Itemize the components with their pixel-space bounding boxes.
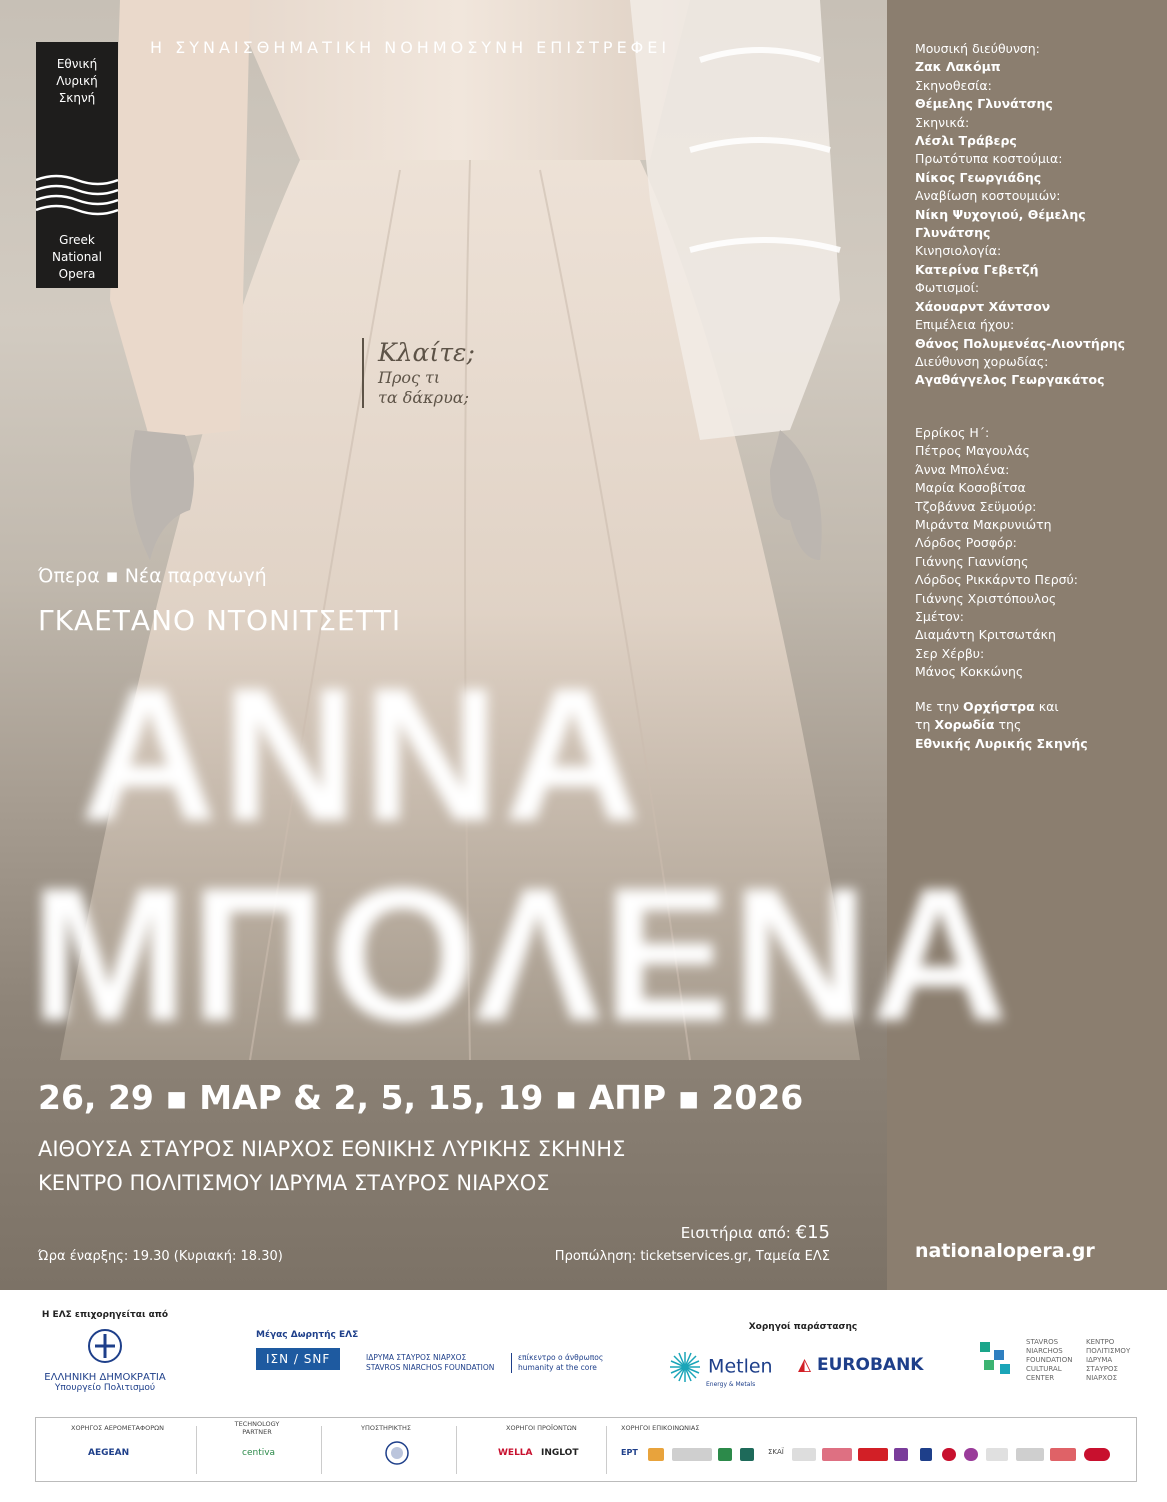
media-logo-icon	[942, 1448, 956, 1461]
credit-role: Κινησιολογία:	[915, 243, 1002, 259]
credit-name: Χάουαρντ Χάντσον	[915, 298, 1051, 314]
snf-motto-greek: επίκεντρο ο άνθρωπος	[518, 1353, 604, 1362]
logo-line: Λυρική	[56, 74, 98, 88]
divider	[606, 1426, 607, 1474]
media-logo-icon	[672, 1448, 712, 1461]
sponsor-caption: Η ΕΛΣ επιχορηγείται από	[41, 1310, 169, 1320]
sponsor-caption: ΥΠΟΣΤΗΡΙΚΤΗΣ	[361, 1424, 412, 1432]
media-logo-icon	[718, 1448, 732, 1461]
divider	[321, 1426, 322, 1474]
eurobank-name: EUROBANK	[817, 1355, 924, 1375]
logo-greek-text	[36, 56, 118, 107]
metlen-name: Metlen	[708, 1355, 773, 1378]
orchestra-text: τη	[915, 717, 931, 733]
snfcc-line: ΠΟΛΙΤΙΣΜΟΥ	[1086, 1347, 1131, 1355]
snfcc-line: FOUNDATION	[1026, 1356, 1073, 1364]
logo-english-text	[36, 232, 118, 283]
sponsor-caption: ΧΟΡΗΓΟΣ ΑΕΡΟΜΕΤΑΦΟΡΩΝ	[71, 1424, 164, 1432]
media-logo-icon	[1084, 1448, 1110, 1461]
media-logo-icon	[1016, 1448, 1044, 1461]
credit-role: Λόρδος Ροσφόρ:	[915, 535, 1017, 551]
quote-line: Κλαίτε;	[378, 338, 475, 367]
media-logo-icon	[920, 1448, 932, 1461]
sponsor-caption: ΧΟΡΗΓΟΙ ΠΡΟΪΟΝΤΩΝ	[506, 1424, 577, 1432]
media-logo-icon	[858, 1448, 888, 1461]
metlen-subtitle: Energy & Metals	[706, 1381, 756, 1388]
logo-line: National	[51, 250, 102, 264]
snf-names	[366, 1353, 494, 1373]
credit-role: Άννα Μπολένα:	[915, 461, 1010, 477]
orchestra-text: Ορχήστρα	[962, 699, 1035, 714]
credit-role: Σκηνοθεσία:	[915, 77, 992, 93]
credit-role: Ερρίκος Η΄:	[915, 425, 990, 440]
media-logo-icon	[964, 1448, 978, 1461]
media-logo-icon	[648, 1448, 664, 1461]
orchestra-text: και	[1038, 699, 1059, 714]
venue-line-2: ΚΕΝΤΡΟ ΠΟΛΙΤΙΣΜΟΥ ΙΔΡΥΜΑ ΣΤΑΥΡΟΣ ΝΙΑΡΧΟΣ	[38, 1171, 550, 1195]
credit-role: Σερ Χέρβυ:	[915, 645, 985, 661]
inglot-logo: INGLOT	[541, 1448, 579, 1458]
credit-name: Νίκος Γεωργιάδης	[915, 169, 1042, 185]
centiva-logo: centiva	[242, 1448, 276, 1458]
credit-name: Ζακ Λακόμπ	[915, 59, 1001, 75]
credit-role: Επιμέλεια ήχου:	[915, 317, 1015, 333]
media-logo-icon	[740, 1448, 754, 1461]
snf-donor	[256, 1330, 604, 1372]
snf-motto	[511, 1353, 603, 1373]
supporter-badge-icon	[384, 1440, 410, 1466]
skai-logo: ΣΚΑΪ	[768, 1448, 784, 1456]
credit-name: Πέτρος Μαγουλάς	[915, 443, 1030, 459]
orchestra-credit	[915, 698, 1155, 753]
website-link[interactable]: nationalopera.gr	[915, 1240, 1095, 1262]
credit-role: Διεύθυνση χορωδίας:	[915, 353, 1049, 369]
snfcc-line: ΣΤΑΥΡΟΣ	[1086, 1365, 1118, 1373]
media-logo-icon	[1050, 1448, 1076, 1461]
sponsor-caption: ΧΟΡΗΓΟΙ ΕΠΙΚΟΙΝΩΝΙΑΣ	[621, 1424, 700, 1432]
orchestra-text: Με την	[915, 699, 959, 714]
government-sponsor	[35, 1310, 175, 1393]
logo-line: Opera	[58, 267, 96, 281]
greek-national-opera-logo	[36, 42, 118, 288]
title-line-2: ΜΠΟΛΕΝΑ	[30, 849, 1011, 1061]
creative-team-list	[915, 40, 1155, 390]
sponsor-caption: Χορηγοί παράστασης	[748, 1322, 858, 1332]
snfcc-greek	[1086, 1338, 1130, 1383]
credit-role: Τζοβάννα Σεϋμούρ:	[915, 498, 1037, 514]
credit-name: Θέμελης Γλυνάτσης	[915, 96, 1053, 112]
logo-line: Greek	[59, 233, 95, 247]
greek-coat-of-arms-icon	[87, 1328, 123, 1364]
credit-name: Διαμάντη Κριτσωτάκη	[915, 627, 1056, 643]
snfcc-line: ΙΔΡΥΜΑ	[1086, 1356, 1113, 1364]
eurobank-logo	[798, 1355, 923, 1375]
media-logo-icon	[986, 1448, 1008, 1461]
credit-name: Μάνος Κοκκώνης	[915, 664, 1024, 680]
waves-icon	[36, 172, 118, 222]
metlen-logo	[668, 1350, 773, 1388]
quote-line: τα δάκρυα;	[378, 388, 469, 407]
snfcc-line: NIARCHOS	[1026, 1347, 1063, 1355]
credit-name: Μιράντα Μακρυνιώτη	[915, 517, 1052, 533]
composer-name: ΓΚΑΕΤΑΝΟ ΝΤΟΝΙΤΣΕΤΤΙ	[38, 604, 402, 637]
secondary-sponsors-box	[35, 1417, 1137, 1482]
divider	[196, 1426, 197, 1474]
credit-role: Λόρδος Ρικκάρντο Περσύ:	[915, 572, 1079, 588]
logo-line: Σκηνή	[58, 91, 96, 105]
credit-name: Κατερίνα Γεβετζή	[915, 261, 1039, 277]
credit-role: Αναβίωση κοστουμιών:	[915, 188, 1061, 204]
media-logo-icon	[792, 1448, 816, 1461]
tagline: Η ΣΥΝΑΙΣΘΗΜΑΤΙΚΗ ΝΟΗΜΟΣΥΝΗ ΕΠΙΣΤΡΕΦΕΙ	[150, 38, 671, 57]
credit-role: Μουσική διεύθυνση:	[915, 41, 1040, 56]
sponsors-area	[0, 1290, 1167, 1502]
logo-line: Εθνική	[56, 57, 98, 71]
credit-name: Νίκη Ψυχογιού, Θέμελης Γλυνάτσης	[915, 206, 1086, 241]
credit-name: Γιάννης Χριστόπουλος	[915, 590, 1057, 606]
snfcc-mark-icon	[976, 1338, 1016, 1378]
credit-name: Γιάννης Γιαννίσης	[915, 553, 1029, 569]
orchestra-text: της	[998, 717, 1022, 733]
start-time: Ώρα έναρξης: 19.30 (Κυριακή: 18.30)	[38, 1249, 283, 1264]
sponsor-name: ΕΛΛΗΝΙΚΗ ΔΗΜΟΚΡΑΤΙΑ	[44, 1372, 166, 1383]
snfcc-line: ΚΕΝΤΡΟ	[1086, 1338, 1115, 1346]
snf-motto-english: humanity at the core	[518, 1363, 597, 1372]
media-logo-icon	[894, 1448, 908, 1461]
ticket-label: Εισιτήρια από:	[680, 1224, 791, 1242]
snfcc-english	[1026, 1338, 1073, 1383]
sponsor-subname: Υπουργείο Πολιτισμού	[54, 1383, 156, 1393]
eurobank-mark-icon: ◭	[798, 1355, 812, 1375]
snfcc-line: CULTURAL	[1026, 1365, 1062, 1373]
credit-role: Φωτισμοί:	[915, 280, 980, 296]
sponsor-caption: Μέγας Δωρητής ΕΛΣ	[256, 1330, 359, 1340]
genre-label: Όπερα ▪ Νέα παραγωγή	[38, 565, 267, 587]
snfcc-logo	[976, 1338, 1131, 1382]
credit-name: Λέσλι Τράβερς	[915, 133, 1017, 149]
snfcc-line: ΝΙΑΡΧΟΣ	[1086, 1374, 1118, 1382]
venue-line-1: ΑΙΘΟΥΣΑ ΣΤΑΥΡΟΣ ΝΙΑΡΧΟΣ ΕΘΝΙΚΗΣ ΛΥΡΙΚΗΣ ΣΚΗΝΗΣ	[38, 1137, 626, 1161]
credit-name: Αγαθάγγελος Γεωργακάτος	[915, 372, 1105, 388]
aegean-logo: AEGEAN	[88, 1448, 130, 1458]
orchestra-text: Χορωδία	[934, 717, 995, 733]
sponsor-caption: TECHNOLOGY PARTNER	[234, 1420, 280, 1436]
orchestra-text: Εθνικής Λυρικής Σκηνής	[915, 735, 1088, 751]
wella-logo: WELLA	[498, 1448, 533, 1458]
quote-line: Προς τι	[378, 368, 441, 387]
credit-role: Πρωτότυπα κοστούμια:	[915, 151, 1063, 167]
snfcc-line: STAVROS	[1026, 1338, 1059, 1346]
quote	[362, 338, 475, 408]
cast-list	[915, 424, 1155, 682]
credit-name: Θάνος Πολυμενέας-Λιοντήρης	[915, 335, 1126, 351]
credit-role: Σμέτον:	[915, 609, 964, 625]
presale-info: Προπώληση: ticketservices.gr, Ταμεία ΕΛΣ	[554, 1249, 830, 1264]
snf-name-english: STAVROS NIARCHOS FOUNDATION	[366, 1363, 495, 1372]
credit-role: Σκηνικά:	[915, 114, 970, 130]
performance-dates: 26, 29 ▪ ΜΑΡ & 2, 5, 15, 19 ▪ ΑΠΡ ▪ 2026	[38, 1078, 804, 1117]
title-line-1: ΑΝΝΑ	[80, 649, 645, 861]
performance-sponsors	[668, 1322, 938, 1388]
ert-logo: ΕΡΤ	[621, 1448, 638, 1457]
ticket-price	[681, 1222, 830, 1243]
ticket-price-value: €15	[795, 1222, 830, 1243]
snf-logo: ΙΣΝ / SNF	[256, 1348, 340, 1370]
snf-name-greek: ΙΔΡΥΜΑ ΣΤΑΥΡΟΣ ΝΙΑΡΧΟΣ	[366, 1353, 467, 1362]
divider	[456, 1426, 457, 1474]
credit-name: Μαρία Κοσοβίτσα	[915, 480, 1026, 496]
metlen-starburst-icon	[668, 1350, 702, 1384]
snfcc-line: CENTER	[1026, 1374, 1055, 1382]
media-logo-icon	[822, 1448, 852, 1461]
